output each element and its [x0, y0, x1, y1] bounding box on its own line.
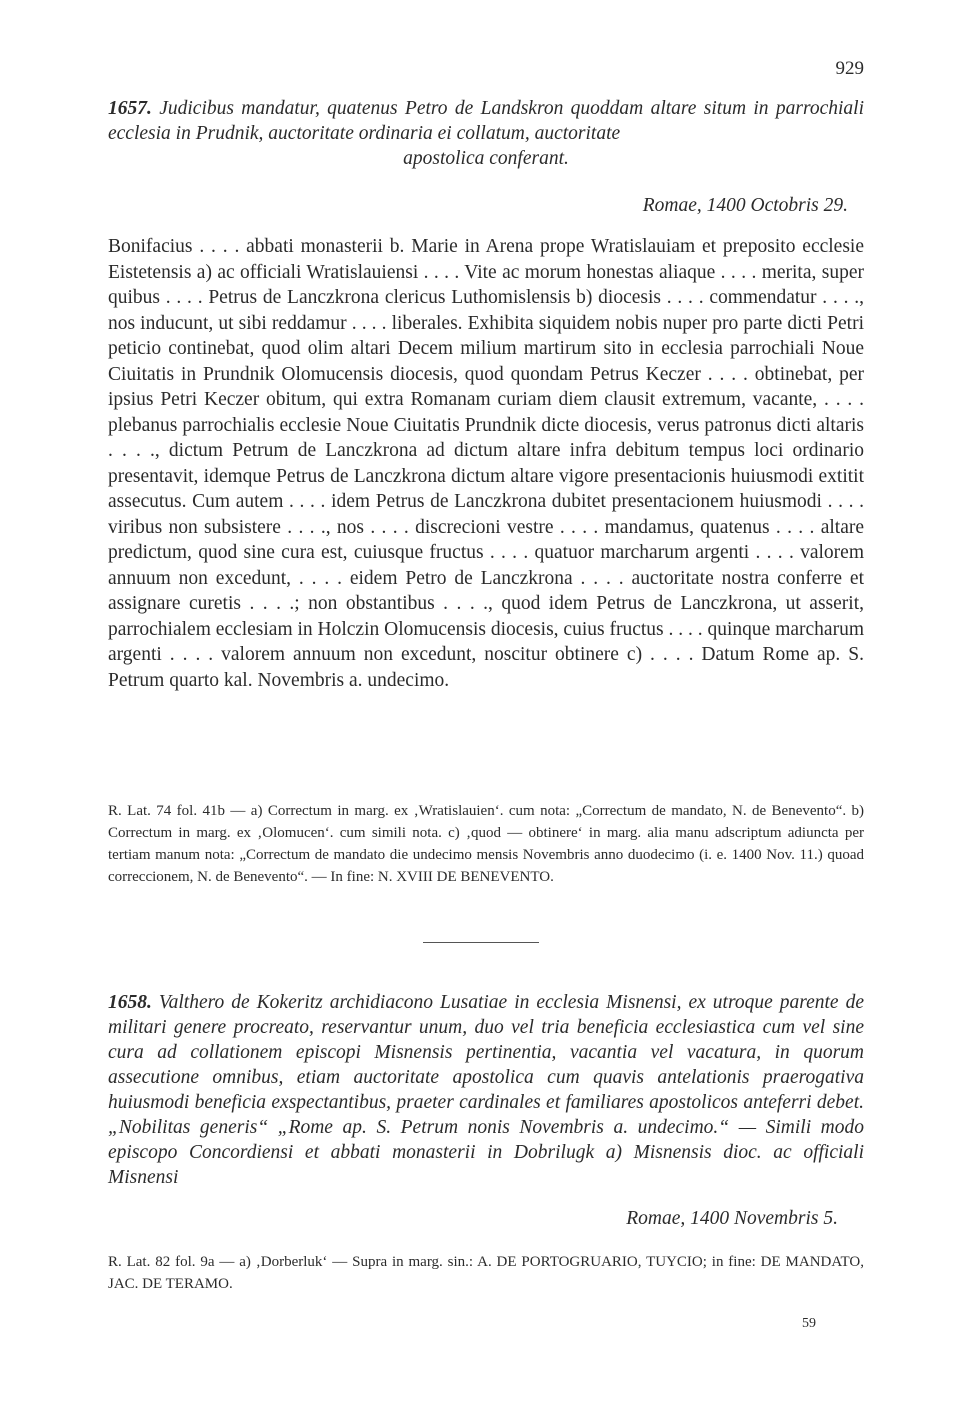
- entry-1657-heading: [108, 96, 864, 171]
- entry-number: 1658.: [108, 992, 152, 1013]
- entry-1657-body: Bonifacius . . . . abbati monasterii b. Marie in Arena prope Wratislauiam et preposito ecclesie Eistetensis a) ac officiali Wratislauiensi . . . . Vite ac morum honestas aliaque . . . . merita, super quibus . . . . Petrus de Lanczkrona clericus Luthomislensis b) diocesis . . . . commendatur . . . ., nos inducunt, ut sibi reddamur . . . . liberales. Exhibita siquidem nobis nuper pro parte dicti Petri peticio continebat, quod olim altari Decem milium martirum sito in ecclesia parrochiali Noue Ciuitatis in Prundnik Olomucensis diocesis, quod quondam Petrus Keczer . . . . obtinebat, per ipsius Petri Keczer obitum, qui extra Romanam curiam diem clausit extremum, vacante, . . . . plebanus parrochialis ecclesie Noue Ciuitatis Prundnik dicte diocesis, verus patronus dicti altaris . . . ., dictum Petrum de Lanczkrona ad dictum altare infra debitum tempus loci ordinario presentavit, idemque Petrus de Lanczkrona dictum altare vigore presentacionis huiusmodi extitit assecutus. Cum autem . . . . idem Petrus de Lanczkrona dubitet presentacionem huiusmodi . . . . viribus non subsistere . . . ., nos . . . . discrecioni vestre . . . . mandamus, quatenus . . . . altare predictum, quod sine cura est, cuiusque fructus . . . . quatuor marcharum argenti . . . . valorem annuum non excedunt, . . . . eidem Petro de Lanczkrona . . . . auctoritate nostra conferre et assignare curetis . . . .; non obstantibus . . . ., quod idem Petrus de Lanczkrona, ut asserit, parrochialem ecclesiam in Holczin Olomucensis diocesis, cuius fructus . . . . quinque marcharum argenti . . . . valorem annuum non excedunt, noscitur obtinere c) . . . . Datum Rome ap. S. Petrum quarto kal. Novembris a. undecimo.: [108, 236, 864, 691]
- dateline: Romae, 1400 Novembris 5.: [626, 1208, 838, 1229]
- entry-1658-heading: [108, 990, 864, 1190]
- heading-last-line: apostolica conferant.: [403, 148, 569, 169]
- dateline: Romae, 1400 Octobris 29.: [642, 195, 848, 216]
- entry-number: 1657.: [108, 98, 152, 119]
- page-number: 929: [835, 58, 864, 79]
- heading-text: Judicibus mandatur, quatenus Petro de Landskron quoddam altare situm in parrochiali ecclesia in Prudnik, auctoritate ordinaria ei collatum, auctoritate: [108, 98, 864, 144]
- signature-mark: 59: [802, 1316, 816, 1331]
- entry-1658-footnote: R. Lat. 82 fol. 9a — a) ‚Dorberluk‘ — Supra in marg. sin.: A. DE PORTOGRUARIO, TUYCIO; in fine: DE MANDATO, JAC. DE TERAMO.: [108, 1254, 864, 1292]
- separator-rule: [423, 942, 539, 943]
- heading-text: Valthero de Kokeritz archidiacono Lusatiae in ecclesia Misnensi, ex utroque parente de militari genere procreato, reservantur unum, duo vel tria beneficia ecclesiastica cum vel sine cura ad collationem episcopi Misnensis pertinentia, vacantia vel vacatura, in quorum assecutione omnibus, etiam auctoritate apostolica cum quavis antelationis praerogativa huiusmodi beneficia exspectantibus, praeter cardinales et familiares apostolicos anteferri debet. „Nobilitas generis“ „Rome ap. S. Petrum nonis Novembris a. undecimo.“ — Simili modo episcopo Concordiensi et abbati monasterii in Dobrilugk a) Misnensis dioc. ac officiali Misnensi: [108, 992, 864, 1188]
- entry-1657-footnote: R. Lat. 74 fol. 41b — a) Correctum in marg. ex ‚Wratislauien‘. cum nota: „Correctum de mandato, N. de Benevento“. b) Correctum in marg. ex ‚Olomucen‘. cum simili nota. c) ‚quod — obtinere‘ in marg. alia manu adscriptum adiuncta per tertiam manum nota: „Correctum de mandato die undecimo mensis Novembris anno duodecimo (i. e. 1400 Nov. 11.) quoad correccionem, N. de Benevento“. — In fine: N. XVIII DE BENEVENTO.: [108, 803, 864, 885]
